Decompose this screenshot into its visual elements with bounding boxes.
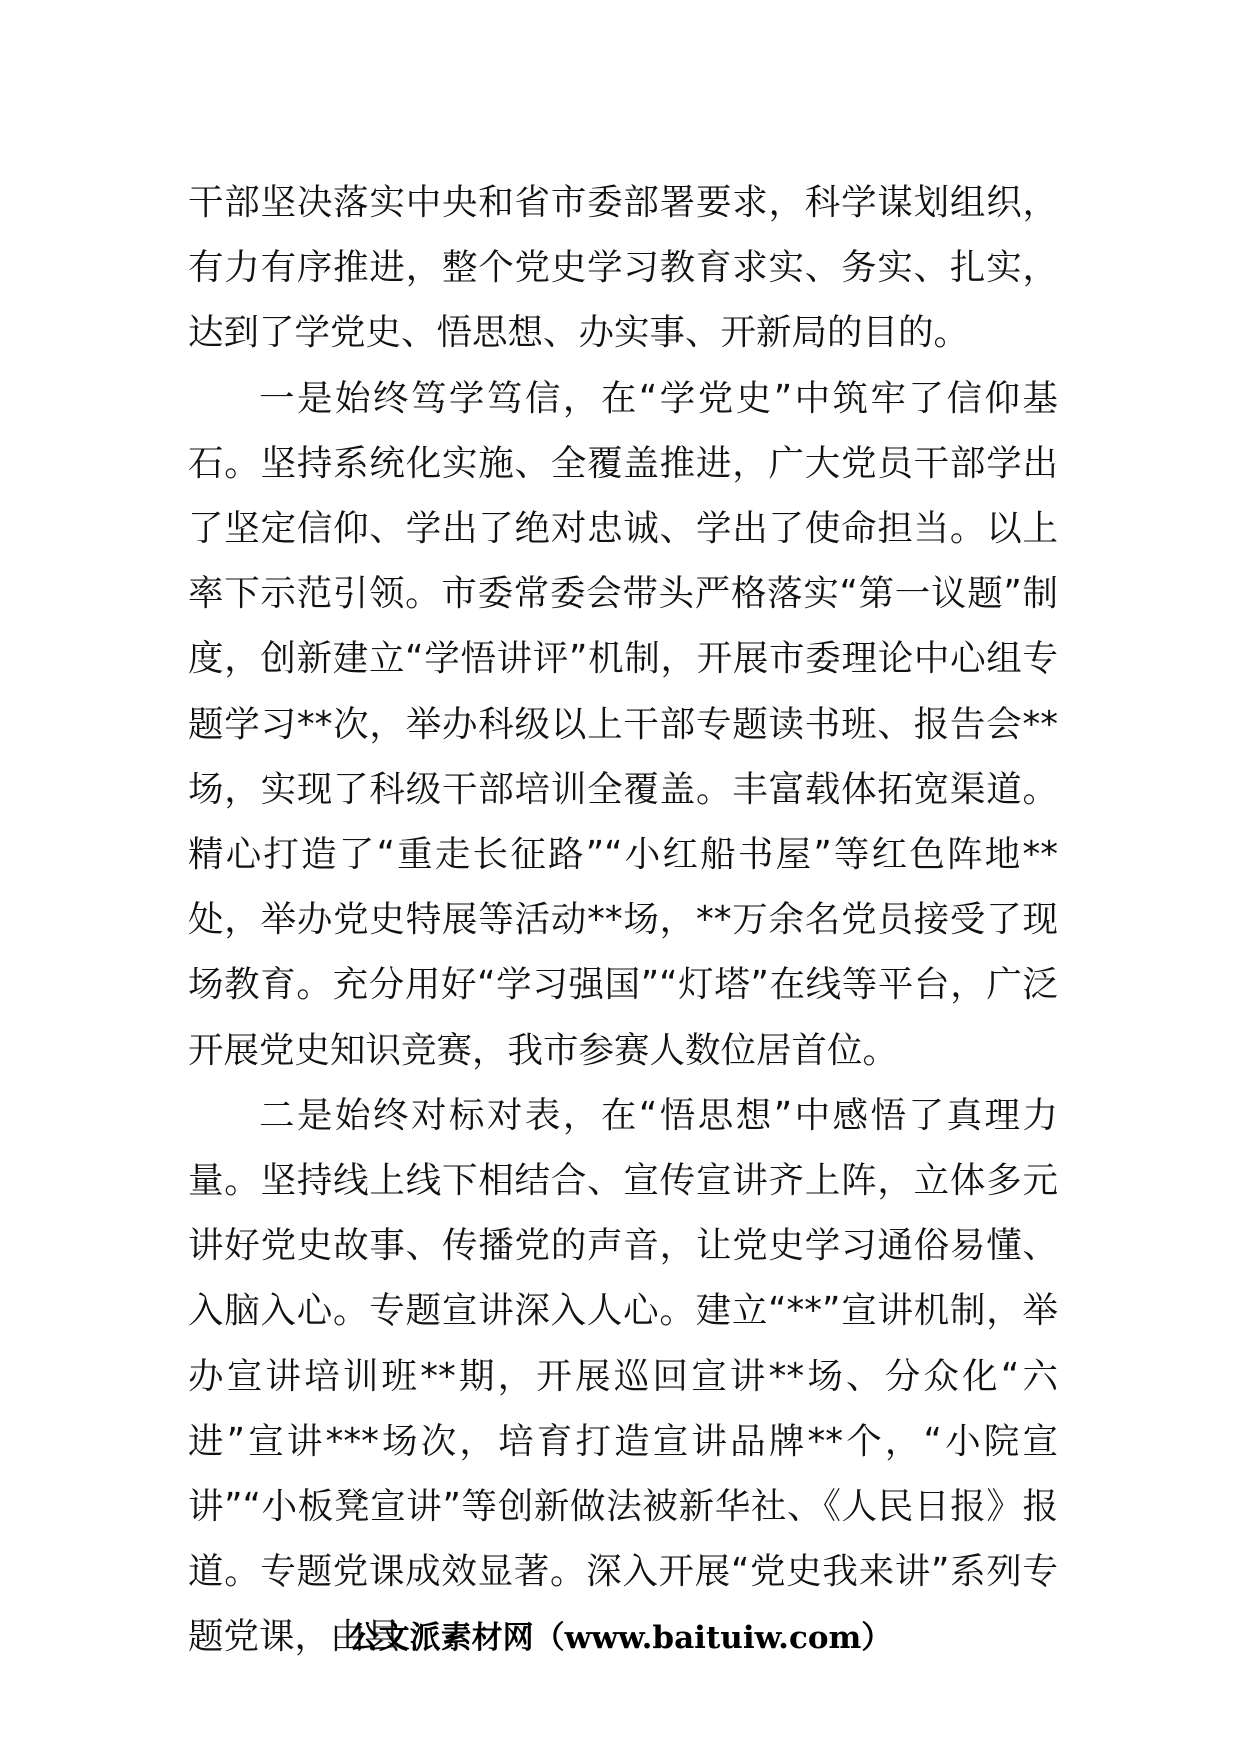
footer-watermark: 公文派素材网（www.baituiw.com） <box>347 1620 893 1656</box>
paragraph-continuation: 干部坚决落实中央和省市委部署要求，科学谋划组织，有力有序推进，整个党史学习教育求实、务实、扎实，达到了学党史、悟思想、办实事、开新局的目的。 <box>188 182 1058 354</box>
paragraph-study-party-history: 一是始终笃学笃信，在“学党史”中筑牢了信仰基石。坚持系统化实施、全覆盖推进，广大党员干部学出了坚定信仰、学出了绝对忠诚、学出了使命担当。以上率下示范引领。市委常委会带头严格落实“第一议题”制度，创新建立“学悟讲评”机制，开展市委理论中心组专题学习**次，举办科级以上干部专题读书班、报告会**场，实现了科级干部培训全覆盖。丰富载体拓宽渠道。精心打造了“重走长征路”“小红船书屋”等红色阵地**处，举办党史特展等活动**场，**万余名党员接受了现场教育。充分用好“学习强国”“灯塔”在线等平台，广泛开展党史知识竞赛，我市参赛人数位居首位。 <box>188 377 1058 1071</box>
document-body <box>188 170 1058 1670</box>
paragraph-understand-thought: 二是始终对标对表，在“悟思想”中感悟了真理力量。坚持线上线下相结合、宣传宣讲齐上阵，立体多元讲好党史故事、传播党的声音，让党史学习通俗易懂、入脑入心。专题宣讲深入人心。建立“**”宣讲机制，举办宣讲培训班**期，开展巡回宣讲**场、分众化“六进”宣讲***场次，培育打造宣讲品牌**个，“小院宣讲”“小板凳宣讲”等创新做法被新华社、《人民日报》报道。专题党课成效显著。深入开展“党史我来讲”系列专题党课，由县 <box>188 1094 1058 1658</box>
